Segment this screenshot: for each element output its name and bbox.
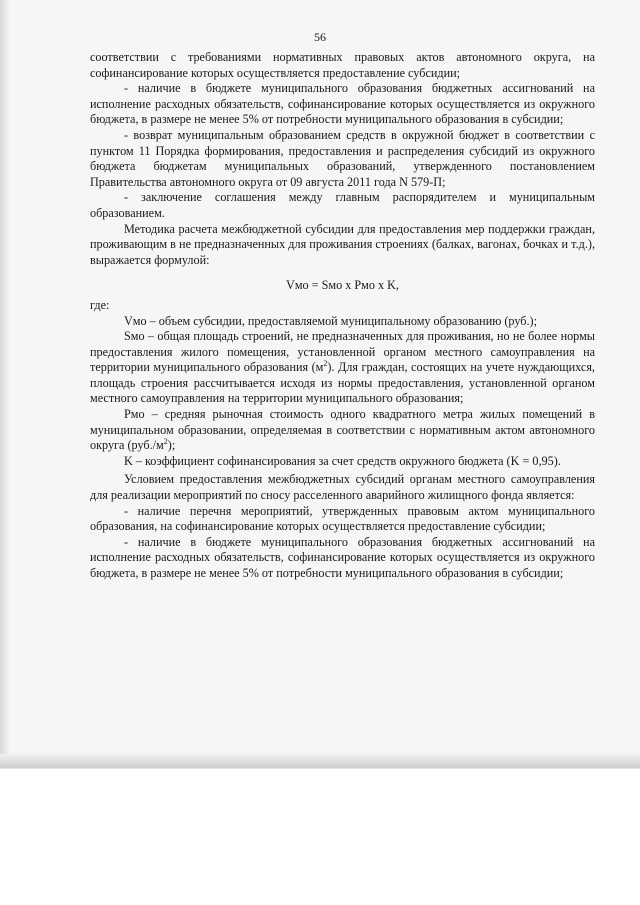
- definition-smo-text-cont: ). Для граждан, состоящих на учете нуждающихся, площадь строения рассчитывается исходя из нормы предоставления, установленной органом местного самоуправления на территории муниципального образования;: [90, 360, 595, 406]
- definition-k: K – коэффициент софинансирования за счет средств окружного бюджета (K = 0,95).: [124, 453, 561, 468]
- superscript: 2: [163, 437, 168, 447]
- scan-edge-shadow: [0, 0, 10, 768]
- list-item-funds-return: - возврат муниципальным образованием средств в окружной бюджет в соответствии с пунктом 11 Порядка формирования, предоставления и распределения субсидий из окружного бюджета бюджетам муниципальных образований, утвержденного постановлением Правительства автономного округа от 09 августа 2011 года N 579-П;: [90, 127, 595, 189]
- definition-rmo-text-cont: );: [167, 438, 176, 453]
- page-number: 56: [314, 30, 326, 44]
- paragraph-demolition-condition: Условием предоставления межбюджетных субсидий органам местного самоуправления для реализации мероприятий по сносу расселенного аварийного жилищного фонда является:: [90, 472, 595, 503]
- formula: Vмо = Sмо х Рмо х K,: [286, 278, 399, 293]
- definition-vmo: Vмо – объем субсидии, предоставляемой муниципальному образованию (руб.);: [124, 313, 537, 328]
- list-item-agreement: - заключение соглашения между главным распорядителем и муниципальным образованием.: [90, 190, 595, 220]
- formula-where: где:: [90, 297, 110, 312]
- definition-smo-text: Sмо – общая площадь строений, не предназначенных для проживания, но не более нормы предоставления жилого помещения, установленной органом местного самоуправления на территории муниципального образования (м: [90, 329, 595, 375]
- paragraph-continuation: соответствии с требованиями нормативных правовых актов автономного округа, на софинансирование которых осуществляется предоставление субсидии;: [90, 50, 595, 80]
- scan-bottom-shadow: [0, 754, 640, 768]
- list-item-budget-allocation: - наличие в бюджете муниципального образования бюджетных ассигнований на исполнение расходных обязательств, софинансирование которых осуществляется из окружного бюджета, в размере не менее 5% от потребности муниципального образования в субсидии;: [90, 81, 595, 127]
- definition-rmo: [90, 407, 595, 454]
- list-item-measures-list: - наличие перечня мероприятий, утвержденных правовым актом муниципального образования, на софинансирование которых осуществляется предоставление субсидии;: [90, 503, 595, 534]
- document-body: [90, 50, 595, 582]
- list-item-budget-allocation-2: - наличие в бюджете муниципального образования бюджетных ассигнований на исполнение расходных обязательств, софинансирование которых осуществляется из окружного бюджета, в размере не менее 5% от потребности муниципального образования в субсидии;: [90, 534, 595, 580]
- paragraph-methodology: Методика расчета межбюджетной субсидии для предоставления мер поддержки граждан, проживающим в не предназначенных для проживания строениях (балках, вагонах, бочках и т.д.), выражается формулой:: [90, 221, 595, 267]
- definition-smo: [90, 329, 595, 407]
- superscript: 2: [323, 359, 328, 369]
- definition-rmo-text: Рмо – средняя рыночная стоимость одного квадратного метра жилых помещений в муниципальном образовании, определяемая в соответствии с нормативным актом автономного округа (руб./м: [90, 407, 595, 453]
